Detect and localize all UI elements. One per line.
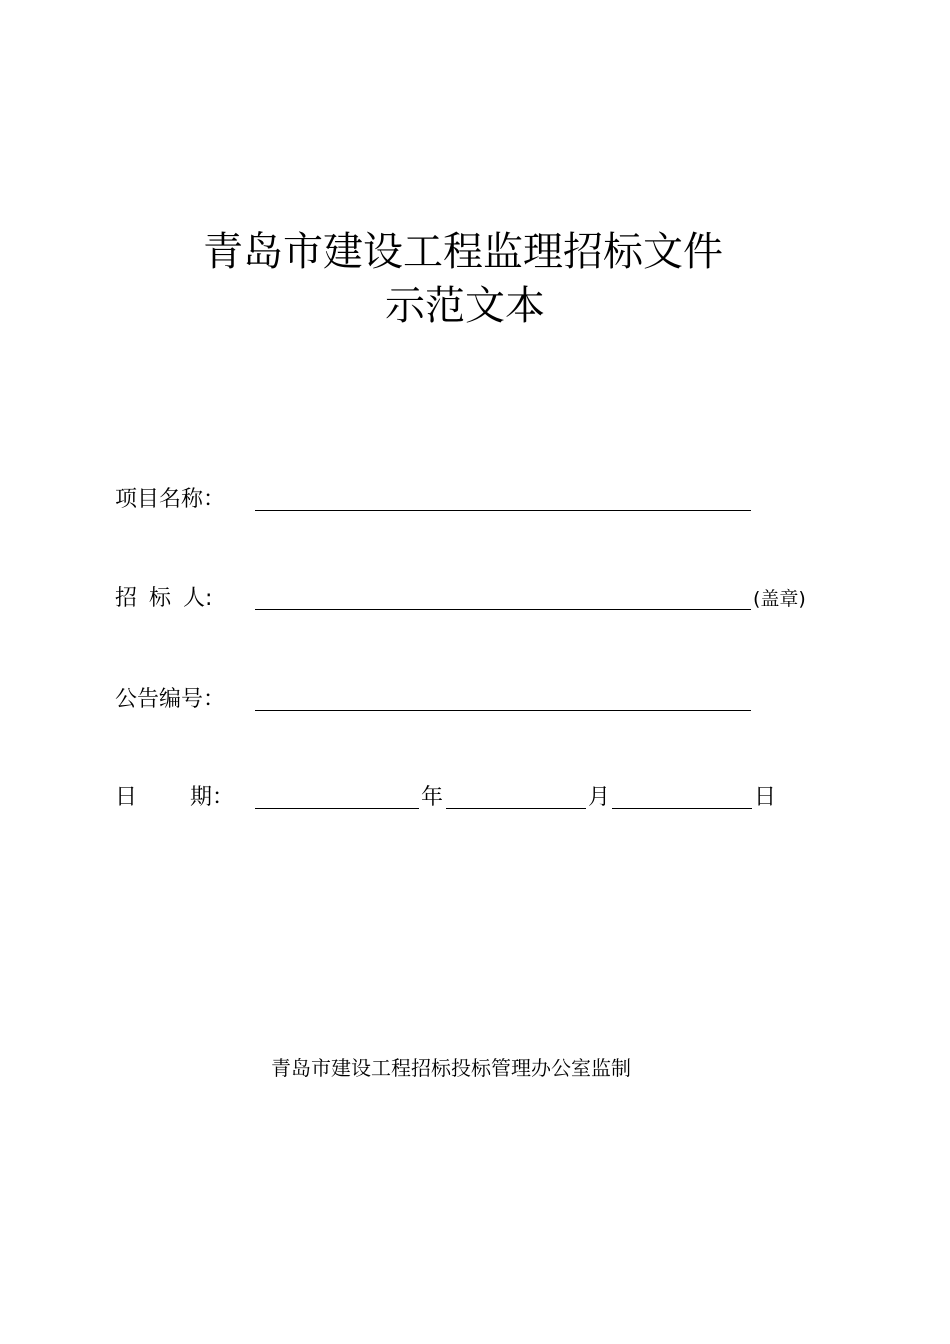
date-label-first: 日	[115, 785, 138, 810]
bidder-label-char-2: 标	[149, 586, 172, 611]
day-word: 日	[754, 785, 777, 810]
notice-number-blank-line[interactable]	[255, 710, 751, 711]
bidder-row	[0, 585, 950, 625]
month-word: 月	[588, 785, 611, 810]
date-label	[115, 784, 234, 812]
notice-number-row	[0, 686, 950, 726]
notice-number-label: 公告编号：	[115, 687, 226, 712]
bidder-label-char-3: 人:	[183, 586, 213, 611]
supervisor-footer: 青岛市建设工程招标投标管理办公室监制	[271, 1056, 631, 1080]
seal-note: (盖章)	[753, 588, 806, 610]
day-blank-line[interactable]	[612, 808, 752, 809]
document-title-line-2: 示范文本	[385, 283, 545, 329]
project-name-label: 项目名称：	[115, 487, 226, 512]
year-blank-line[interactable]	[255, 808, 419, 809]
bidder-label-char-1: 招	[115, 586, 138, 611]
year-word: 年	[421, 785, 444, 810]
project-name-blank-line[interactable]	[255, 510, 751, 511]
date-label-second: 期：	[190, 785, 235, 810]
project-name-row	[0, 486, 950, 526]
bidder-blank-line[interactable]	[255, 609, 751, 610]
bidder-label	[115, 585, 212, 613]
document-title-line-1: 青岛市建设工程监理招标文件	[203, 229, 723, 275]
date-row	[0, 784, 950, 824]
month-blank-line[interactable]	[446, 808, 586, 809]
